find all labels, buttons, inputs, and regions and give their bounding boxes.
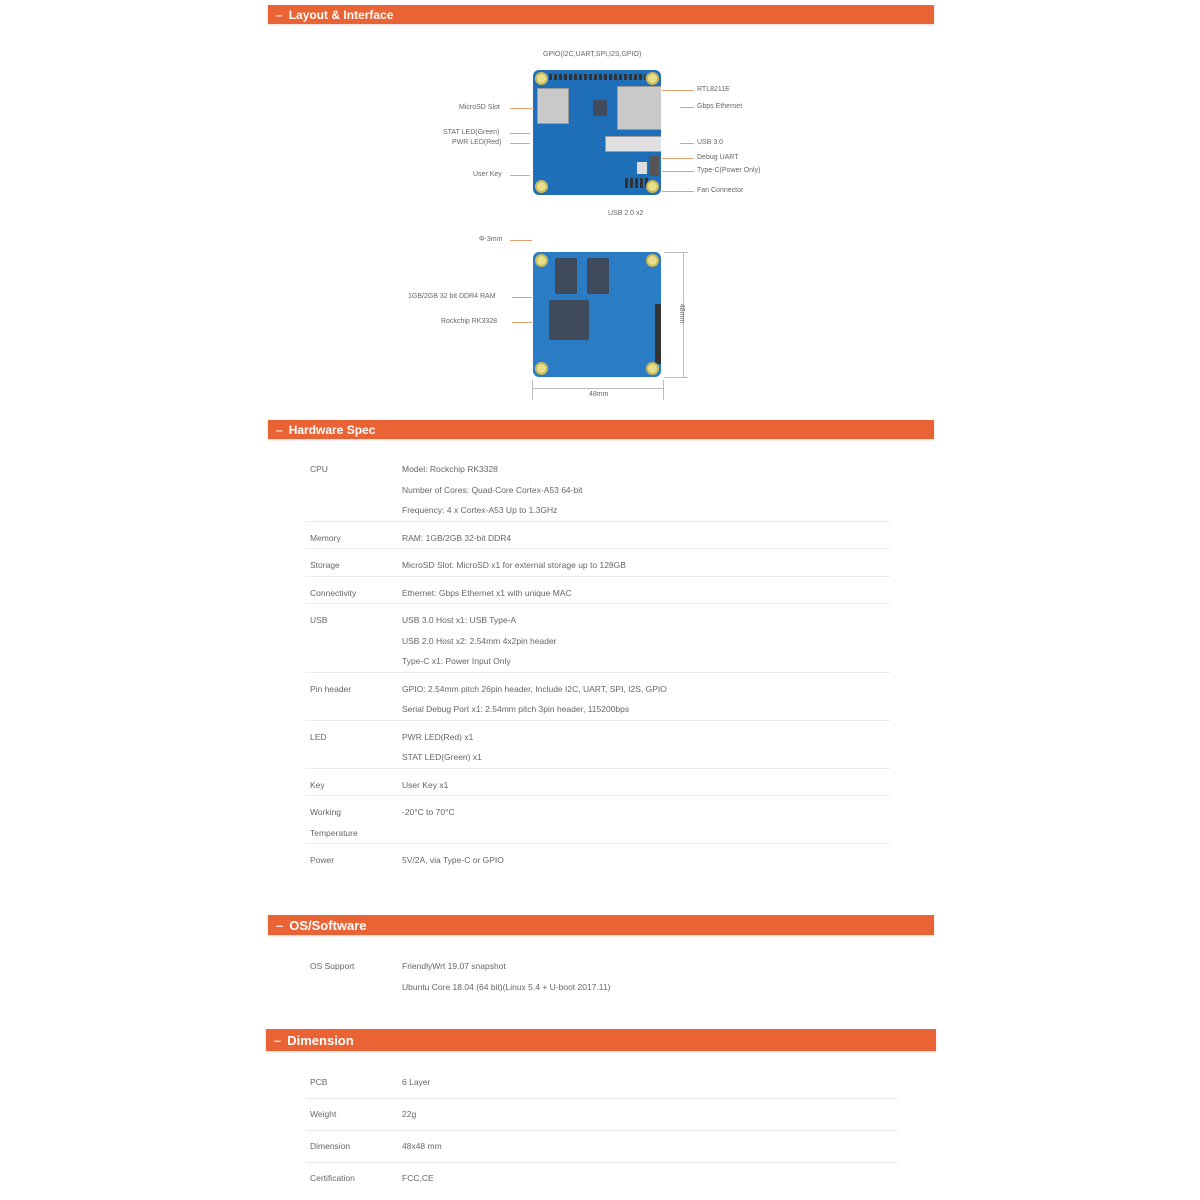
table-row (306, 799, 890, 844)
table-row (306, 580, 890, 605)
spec-value: RAM: 1GB/2GB 32-bit DDR4 (402, 532, 512, 543)
spec-value: STAT LED(Green) x1 (402, 752, 482, 762)
spec-value: Frequency: 4 x Cortex-A53 Up to 1.3GHz (402, 505, 558, 515)
spec-value: 5V/2A, via Type-C or GPIO (402, 855, 504, 865)
callout-usb2: USB 2.0 x2 (608, 210, 644, 217)
table-row (306, 772, 890, 797)
spec-label: Storage (310, 560, 340, 570)
spec-value: FriendlyWrt 19.07 snapshot (402, 961, 506, 971)
spec-value: USB 2.0 Host x2: 2.54mm 4x2pin header (402, 635, 557, 646)
height-dimension-label: 48mm (678, 303, 686, 324)
spec-label: PCB (310, 1077, 328, 1087)
spec-value: Number of Cores: Quad-Core Cortex-A53 64-bit (402, 484, 583, 495)
section-title: Hardware Spec (288, 422, 376, 437)
section-title: Dimension (287, 1032, 354, 1048)
spec-label: Key (310, 779, 325, 790)
board-top-image (533, 70, 661, 195)
collapse-icon: – (276, 917, 284, 933)
spec-value: Type-C x1: Power Input Only (402, 656, 511, 666)
table-row (306, 1131, 898, 1163)
spec-label: OS Support (310, 961, 355, 971)
spec-label: Dimension (310, 1141, 351, 1151)
callout-type-c: Type-C(Power Only) (697, 167, 761, 174)
collapse-icon: – (276, 422, 283, 437)
table-row (306, 676, 890, 721)
spec-value: USB 3.0 Host x1: USB Type-A (402, 615, 517, 625)
spec-value: MicroSD Slot: MicroSD x1 for external storage up to 128GB (402, 560, 626, 570)
spec-value: 6 Layer (402, 1077, 431, 1087)
callout-stat-led: STAT LED(Green) (443, 129, 500, 136)
spec-label: LED (310, 731, 327, 742)
callout-debug-uart: Debug UART (697, 154, 739, 161)
collapse-icon: – (276, 7, 283, 22)
section-header-os[interactable] (268, 915, 934, 935)
callout-gbps-ethernet: Gbps Ethernet (697, 103, 743, 110)
callout-ram: 1GB/2GB 32 bit DDR4 RAM (408, 293, 496, 300)
os-software-table (306, 956, 890, 997)
spec-value: -20°C to 70°C (402, 807, 455, 817)
table-row (306, 1163, 898, 1194)
spec-value: Model: Rockchip RK3328 (402, 464, 498, 474)
spec-label: Weight (310, 1109, 337, 1119)
spec-label: USB (310, 615, 328, 625)
spec-label: Connectivity (310, 587, 357, 598)
callout-soc: Rockchip RK3328 (441, 318, 498, 325)
table-row (306, 1067, 898, 1099)
table-row (306, 724, 890, 769)
callout-microsd: MicroSD Slot (459, 104, 500, 111)
spec-label: Working Temperature (310, 807, 358, 838)
section-title: OS/Software (289, 917, 367, 933)
spec-value: 48x48 mm (402, 1141, 442, 1151)
table-row (306, 552, 890, 577)
callout-gpio: GPIO(I2C,UART,SPI,I2S,GPIO) (543, 51, 642, 58)
section-header-dimension[interactable] (266, 1029, 936, 1051)
table-row (306, 459, 890, 522)
section-header-layout[interactable] (268, 5, 934, 24)
table-row (306, 607, 890, 673)
spec-value: Ubuntu Core 18.04 (64 bit)(Linux 5.4 + U-boot 2017.11) (402, 981, 611, 992)
dimension-table (306, 1067, 898, 1194)
spec-value: 22g (402, 1109, 417, 1119)
spec-label: CPU (310, 464, 328, 474)
section-title: Layout & Interface (288, 7, 394, 22)
spec-label: Certification (310, 1173, 355, 1183)
section-header-hardware[interactable] (268, 420, 934, 439)
callout-pwr-led: PWR LED(Red) (452, 139, 502, 146)
spec-label: Memory (310, 532, 341, 543)
table-row (306, 1099, 898, 1131)
spec-value: GPIO: 2.54mm pitch 26pin header, Include I2C, UART, SPI, I2S, GPIO (402, 683, 667, 694)
callout-rtl8211: RTL8211E (697, 86, 730, 93)
table-row (306, 525, 890, 550)
spec-value: FCC,CE (402, 1173, 434, 1183)
callout-user-key: User Key (473, 171, 502, 178)
spec-label: Power (310, 855, 335, 865)
collapse-icon: – (274, 1032, 282, 1048)
hardware-spec-table (306, 459, 890, 871)
spec-value: PWR LED(Red) x1 (402, 731, 474, 742)
table-row (306, 956, 890, 997)
spec-value: Ethernet: Gbps Ethernet x1 with unique MAC (402, 587, 572, 598)
width-dimension-label: 48mm (589, 391, 609, 398)
callout-fan: Fan Connector (697, 187, 744, 194)
spec-label: Pin header (310, 683, 352, 694)
spec-value: User Key x1 (402, 779, 449, 790)
callout-usb3: USB 3.0 (697, 139, 724, 146)
board-bottom-image (533, 252, 661, 377)
spec-value: Serial Debug Port x1: 2.54mm pitch 3pin header, 115200bps (402, 704, 630, 714)
callout-hole: Φ-3mm (479, 236, 503, 243)
table-row (306, 847, 890, 871)
